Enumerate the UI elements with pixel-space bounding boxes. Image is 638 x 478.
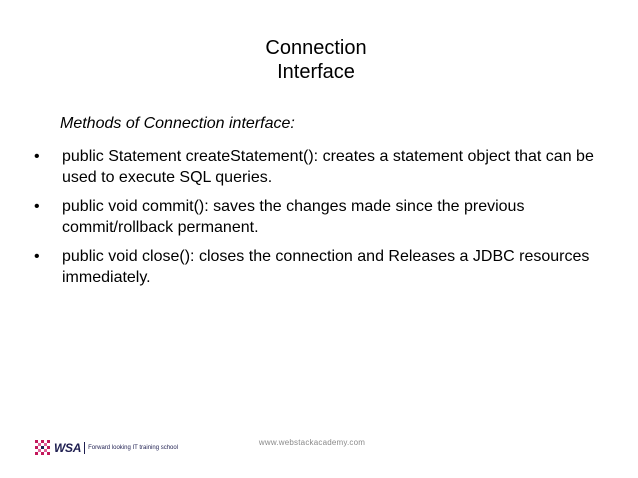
logo-tagline: Forward looking IT training school: [88, 445, 179, 451]
logo-name: WSA: [54, 441, 82, 455]
bullet-text: public void close(): closes the connection and Releases a JDBC resources immediately.: [62, 248, 590, 286]
slide-title: [0, 36, 632, 84]
slide-title-line-1: Connection: [265, 37, 367, 59]
bullet-icon: •: [34, 248, 40, 265]
bullet-icon: •: [34, 148, 40, 165]
bullet-text: public void commit(): saves the changes made since the previous commit/rollback permanent.: [62, 198, 525, 236]
bullet-list: [0, 146, 638, 296]
bullet-item: [0, 146, 638, 188]
footer-url: www.webstackacademy.com: [258, 438, 366, 447]
slide-subtitle: Methods of Connection interface:: [60, 115, 295, 132]
bullet-item: [0, 246, 638, 288]
slide-title-line-2: Interface: [277, 61, 355, 83]
bullet-icon: •: [34, 198, 40, 215]
bullet-item: [0, 196, 638, 238]
bullet-text: public Statement createStatement(): creates a statement object that can be used to execute SQL queries.: [62, 148, 594, 186]
